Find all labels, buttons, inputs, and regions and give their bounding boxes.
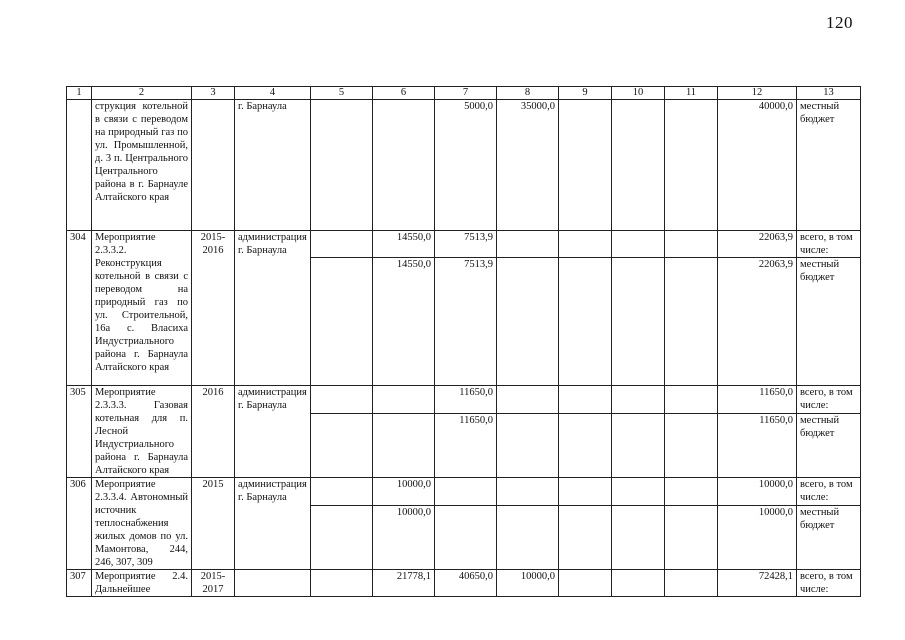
total-cell: 11650,0 [718,413,797,477]
header-cell: 7 [435,87,497,100]
value-cell: 40650,0 [435,570,497,597]
table-row [67,386,861,414]
source-cell: всего, в том числе: [797,570,861,597]
source-cell: местный бюджет [797,413,861,477]
total-cell: 72428,1 [718,570,797,597]
executor-cell: г. Барнаула [235,100,311,231]
header-cell: 10 [612,87,665,100]
value-cell [435,478,497,506]
value-cell: 14550,0 [373,231,435,258]
measure-name: Мероприятие 2.4. Дальнейшее [92,570,192,597]
value-cell [311,413,373,477]
value-cell [665,386,718,414]
executor-cell: администрация г. Барнаула [235,386,311,478]
value-cell [559,258,612,386]
value-cell: 11650,0 [435,386,497,414]
table-row [67,231,861,258]
header-cell: 5 [311,87,373,100]
value-cell [665,231,718,258]
row-number: 305 [67,386,92,478]
value-cell [497,505,559,569]
value-cell [612,100,665,231]
value-cell [497,413,559,477]
executor-cell [235,570,311,597]
value-cell [311,570,373,597]
value-cell [665,505,718,569]
total-cell: 11650,0 [718,386,797,414]
measure-name: Мероприятие 2.3.3.3. Газовая котельная для п. Лесной Индустриального района г. Барнаула Алтайского края [92,386,192,478]
value-cell [559,413,612,477]
value-cell: 10000,0 [497,570,559,597]
measure-name: струкция котельной в связи с переводом на природный газ по ул. Промышленной, д. 3 п. Центрального Центрального района в г. Барнауле Алтайского края [92,100,192,231]
header-cell: 2 [92,87,192,100]
value-cell [435,505,497,569]
value-cell [665,258,718,386]
total-cell: 22063,9 [718,258,797,386]
total-cell: 40000,0 [718,100,797,231]
years-cell: 2015-2017 [192,570,235,597]
header-cell: 8 [497,87,559,100]
value-cell [373,100,435,231]
header-cell: 6 [373,87,435,100]
header-cell: 4 [235,87,311,100]
program-table [66,86,861,597]
table-row [67,570,861,597]
executor-cell: администрация г. Барнаула [235,478,311,570]
source-cell: местный бюджет [797,258,861,386]
source-cell: местный бюджет [797,100,861,231]
value-cell [559,386,612,414]
total-cell: 22063,9 [718,231,797,258]
value-cell [311,505,373,569]
value-cell [612,505,665,569]
header-cell: 3 [192,87,235,100]
measure-name: Мероприятие 2.3.3.2. Реконструкция котельной в связи с переводом на природный газ по ул. Строительной, 16а с. Власиха Индустриального района г. Барнаула Алтайского края [92,231,192,386]
value-cell [559,100,612,231]
table-row [67,478,861,506]
value-cell [665,478,718,506]
years-cell: 2015-2016 [192,231,235,386]
value-cell [373,386,435,414]
value-cell [497,258,559,386]
header-cell: 11 [665,87,718,100]
measure-name: Мероприятие 2.3.3.4. Автономный источник теплоснабжения жилых домов по ул. Мамонтова, 244, 246, 307, 309 [92,478,192,570]
value-cell: 10000,0 [373,505,435,569]
value-cell [497,478,559,506]
years-cell: 2015 [192,478,235,570]
value-cell [311,100,373,231]
total-cell: 10000,0 [718,478,797,506]
header-cell: 13 [797,87,861,100]
value-cell [612,570,665,597]
source-cell: местный бюджет [797,505,861,569]
value-cell: 10000,0 [373,478,435,506]
header-cell: 9 [559,87,612,100]
value-cell: 14550,0 [373,258,435,386]
header-row [67,87,861,100]
value-cell [497,231,559,258]
source-cell: всего, в том числе: [797,231,861,258]
value-cell [311,258,373,386]
row-number: 307 [67,570,92,597]
value-cell: 7513,9 [435,258,497,386]
value-cell [311,386,373,414]
total-cell: 10000,0 [718,505,797,569]
value-cell [612,258,665,386]
source-cell: всего, в том числе: [797,386,861,414]
executor-cell: администрация г. Барнаула [235,231,311,386]
table-row [67,100,861,231]
years-cell [192,100,235,231]
value-cell: 7513,9 [435,231,497,258]
value-cell [612,386,665,414]
value-cell [612,413,665,477]
value-cell [612,231,665,258]
header-cell: 1 [67,87,92,100]
value-cell [373,413,435,477]
value-cell [665,413,718,477]
value-cell [665,100,718,231]
years-cell: 2016 [192,386,235,478]
page-number: 120 [826,13,853,32]
row-number: 306 [67,478,92,570]
row-number: 304 [67,231,92,386]
header-cell: 12 [718,87,797,100]
value-cell: 5000,0 [435,100,497,231]
value-cell [559,570,612,597]
value-cell [311,478,373,506]
value-cell: 21778,1 [373,570,435,597]
value-cell [559,231,612,258]
value-cell: 11650,0 [435,413,497,477]
value-cell [612,478,665,506]
value-cell [665,570,718,597]
value-cell [559,478,612,506]
value-cell [559,505,612,569]
value-cell: 35000,0 [497,100,559,231]
value-cell [497,386,559,414]
source-cell: всего, в том числе: [797,478,861,506]
value-cell [311,231,373,258]
row-number [67,100,92,231]
